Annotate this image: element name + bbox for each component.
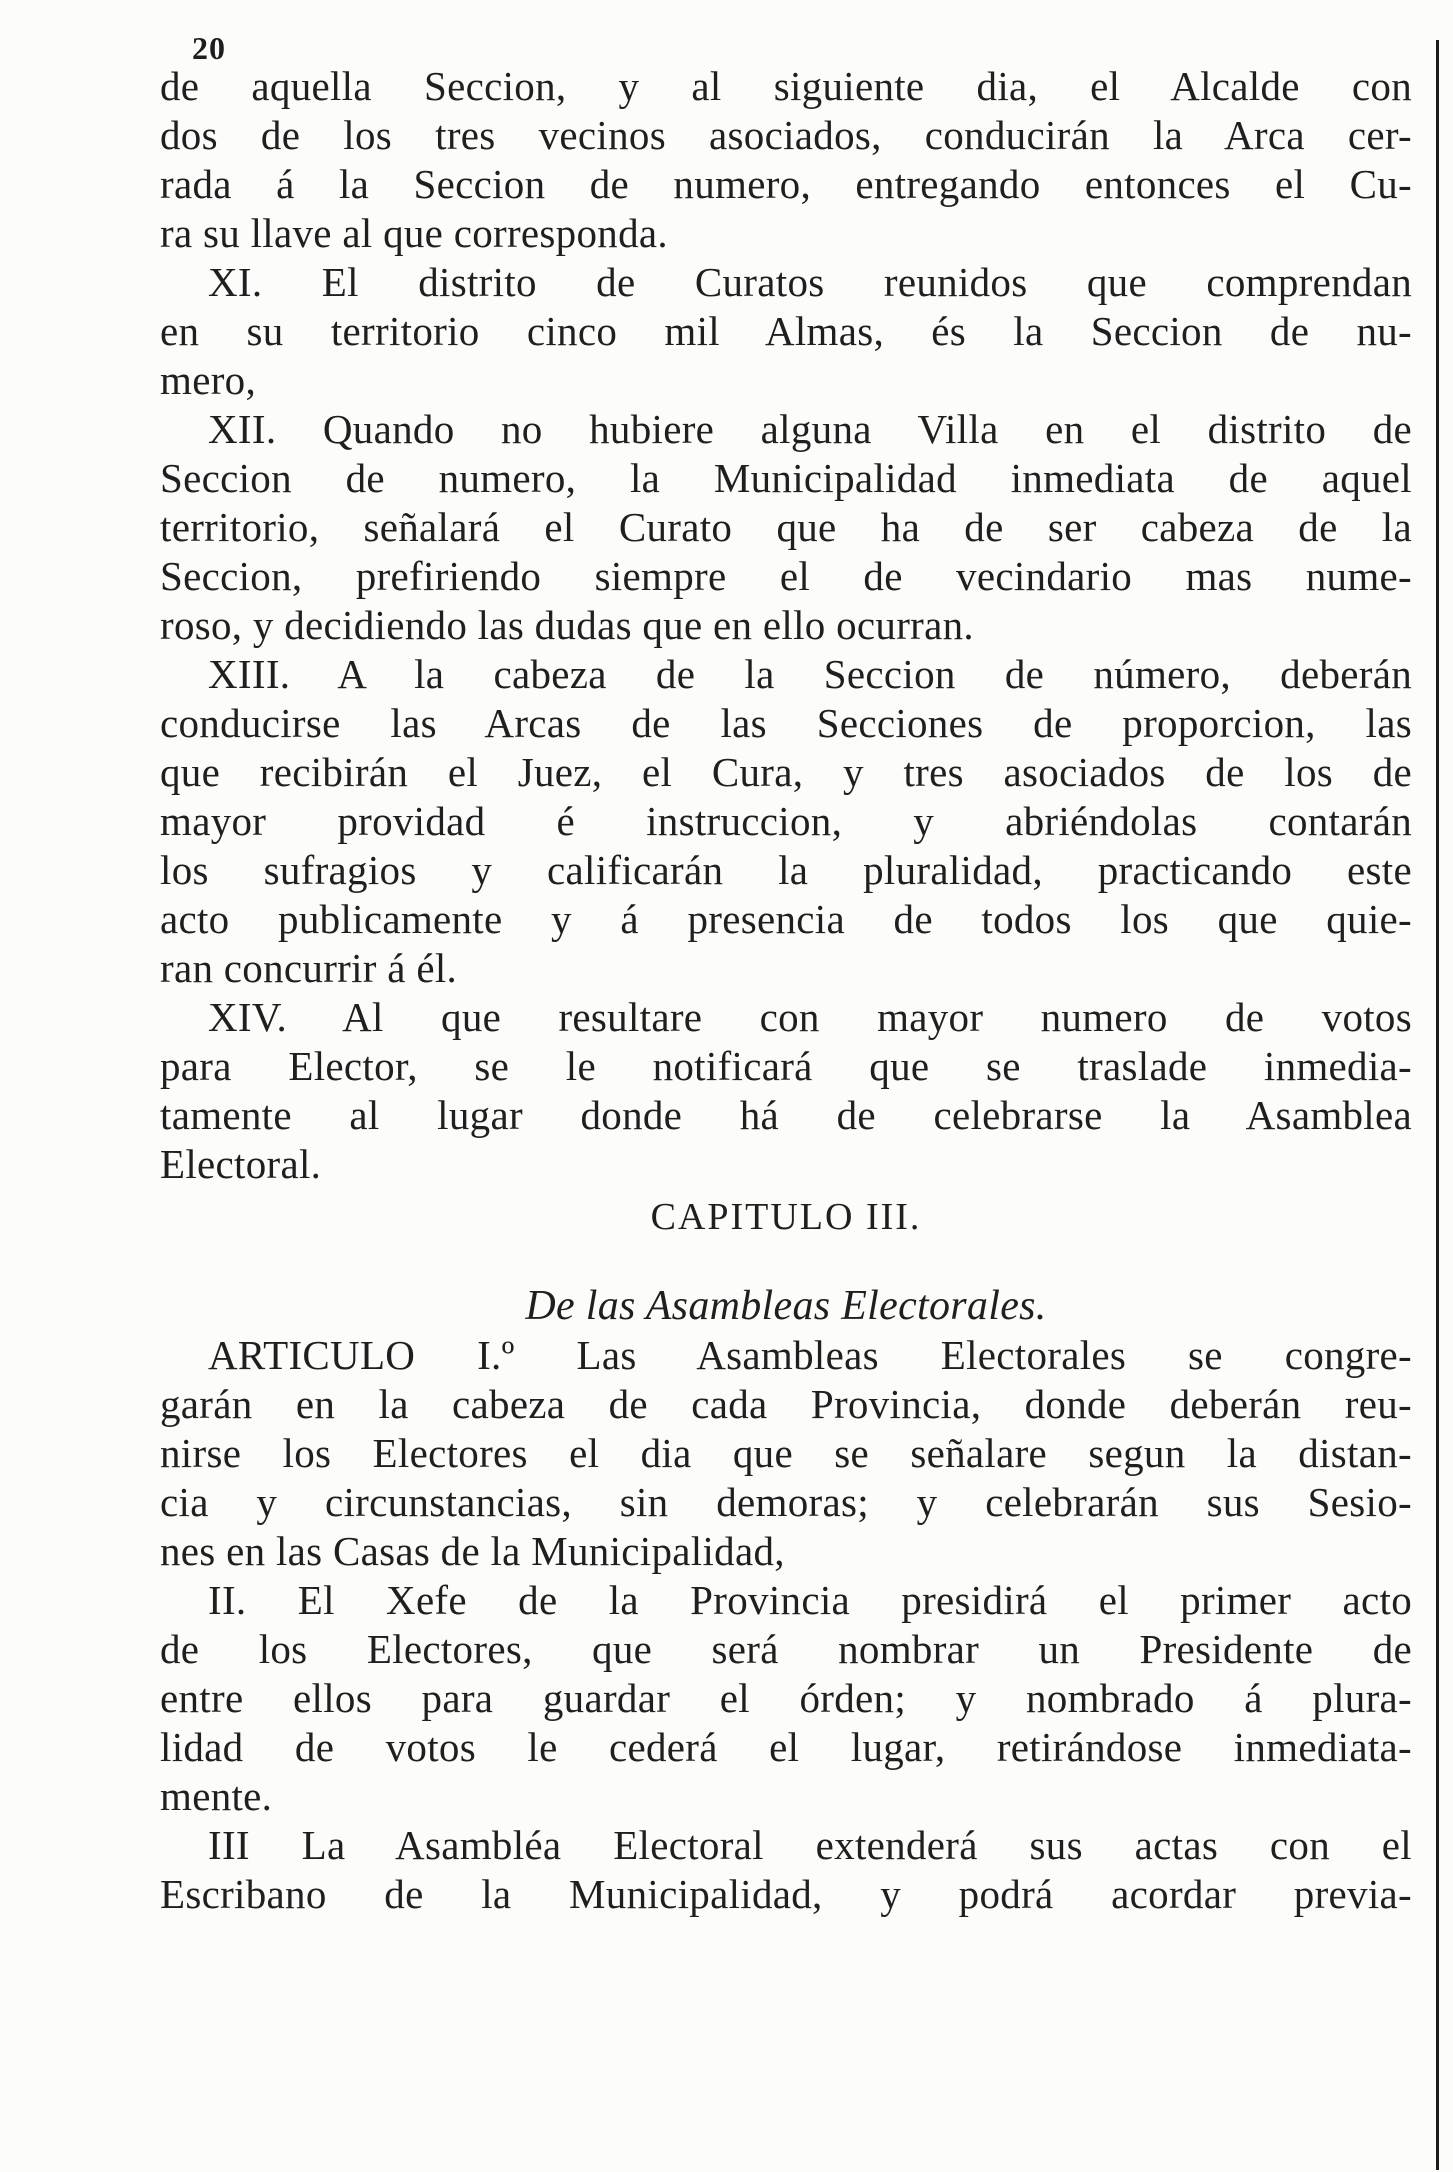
page-edge-shadow xyxy=(1436,40,1439,2170)
text-line: para Elector, se le notificará que se traslade inmedia- xyxy=(160,1043,1412,1089)
text-line: Seccion de numero, la Municipalidad inmediata de aquel xyxy=(160,455,1412,501)
text-line: mayor providad é instruccion, y abriéndolas contarán xyxy=(160,798,1412,844)
article-xiii-line: XIII. A la cabeza de la Seccion de número, deberán xyxy=(208,651,1412,697)
article-xii-line: XII. Quando no hubiere alguna Villa en el distrito de xyxy=(208,406,1412,452)
chapter-heading: CAPITULO III. xyxy=(650,1196,922,1238)
chapter-subtitle: De las Asambleas Electorales. xyxy=(525,1283,1047,1329)
text-line: territorio, señalará el Curato que ha de ser cabeza de la xyxy=(160,504,1412,550)
text-line: de los Electores, que será nombrar un Presidente de xyxy=(160,1626,1412,1672)
text-line: lidad de votos le cederá el lugar, retirándose inmediata- xyxy=(160,1724,1412,1770)
text-line: dos de los tres vecinos asociados, conducirán la Arca cer- xyxy=(160,112,1412,158)
text-line: rada á la Seccion de numero, entregando entonces el Cu- xyxy=(160,161,1412,207)
text-line: conducirse las Arcas de las Secciones de proporcion, las xyxy=(160,700,1412,746)
text-line: mente. xyxy=(160,1773,273,1819)
article-iii-line: III La Asambléa Electoral extenderá sus actas con el xyxy=(208,1822,1412,1868)
article-xi-line: XI. El distrito de Curatos reunidos que comprendan xyxy=(208,259,1412,305)
text-line: roso, y decidiendo las dudas que en ello ocurran. xyxy=(160,602,974,648)
text-line: acto publicamente y á presencia de todos los que quie- xyxy=(160,896,1412,942)
page-number: 20 xyxy=(192,30,226,66)
text-line: en su territorio cinco mil Almas, és la Seccion de nu- xyxy=(160,308,1412,354)
text-line: cia y circunstancias, sin demoras; y celebrarán sus Sesio- xyxy=(160,1479,1412,1525)
text-line: nes en las Casas de la Municipalidad, xyxy=(160,1528,785,1574)
text-line: ra su llave al que corresponda. xyxy=(160,210,668,256)
text-line: Seccion, prefiriendo siempre el de vecindario mas nume- xyxy=(160,553,1412,599)
text-column xyxy=(160,62,1412,1919)
text-line: mero, xyxy=(160,357,256,403)
text-line: Escribano de la Municipalidad, y podrá acordar previa- xyxy=(160,1871,1412,1917)
text-line: nirse los Electores el dia que se señalare segun la distan- xyxy=(160,1430,1412,1476)
text-line: los sufragios y calificarán la pluralidad, practicando este xyxy=(160,847,1412,893)
article-i-line: ARTICULO I.º Las Asambleas Electorales se congre- xyxy=(208,1332,1412,1378)
text-line: que recibirán el Juez, el Cura, y tres asociados de los de xyxy=(160,749,1412,795)
article-xiv-line: XIV. Al que resultare con mayor numero de votos xyxy=(208,994,1412,1040)
text-line: ran concurrir á él. xyxy=(160,945,458,991)
text-line: Electoral. xyxy=(160,1141,322,1187)
text-line: entre ellos para guardar el órden; y nombrado á plura- xyxy=(160,1675,1412,1721)
article-ii-line: II. El Xefe de la Provincia presidirá el primer acto xyxy=(208,1577,1412,1623)
text-line: de aquella Seccion, y al siguiente dia, el Alcalde con xyxy=(160,63,1412,109)
text-line: garán en la cabeza de cada Provincia, donde deberán reu- xyxy=(160,1381,1412,1427)
text-line: tamente al lugar donde há de celebrarse la Asamblea xyxy=(160,1092,1412,1138)
